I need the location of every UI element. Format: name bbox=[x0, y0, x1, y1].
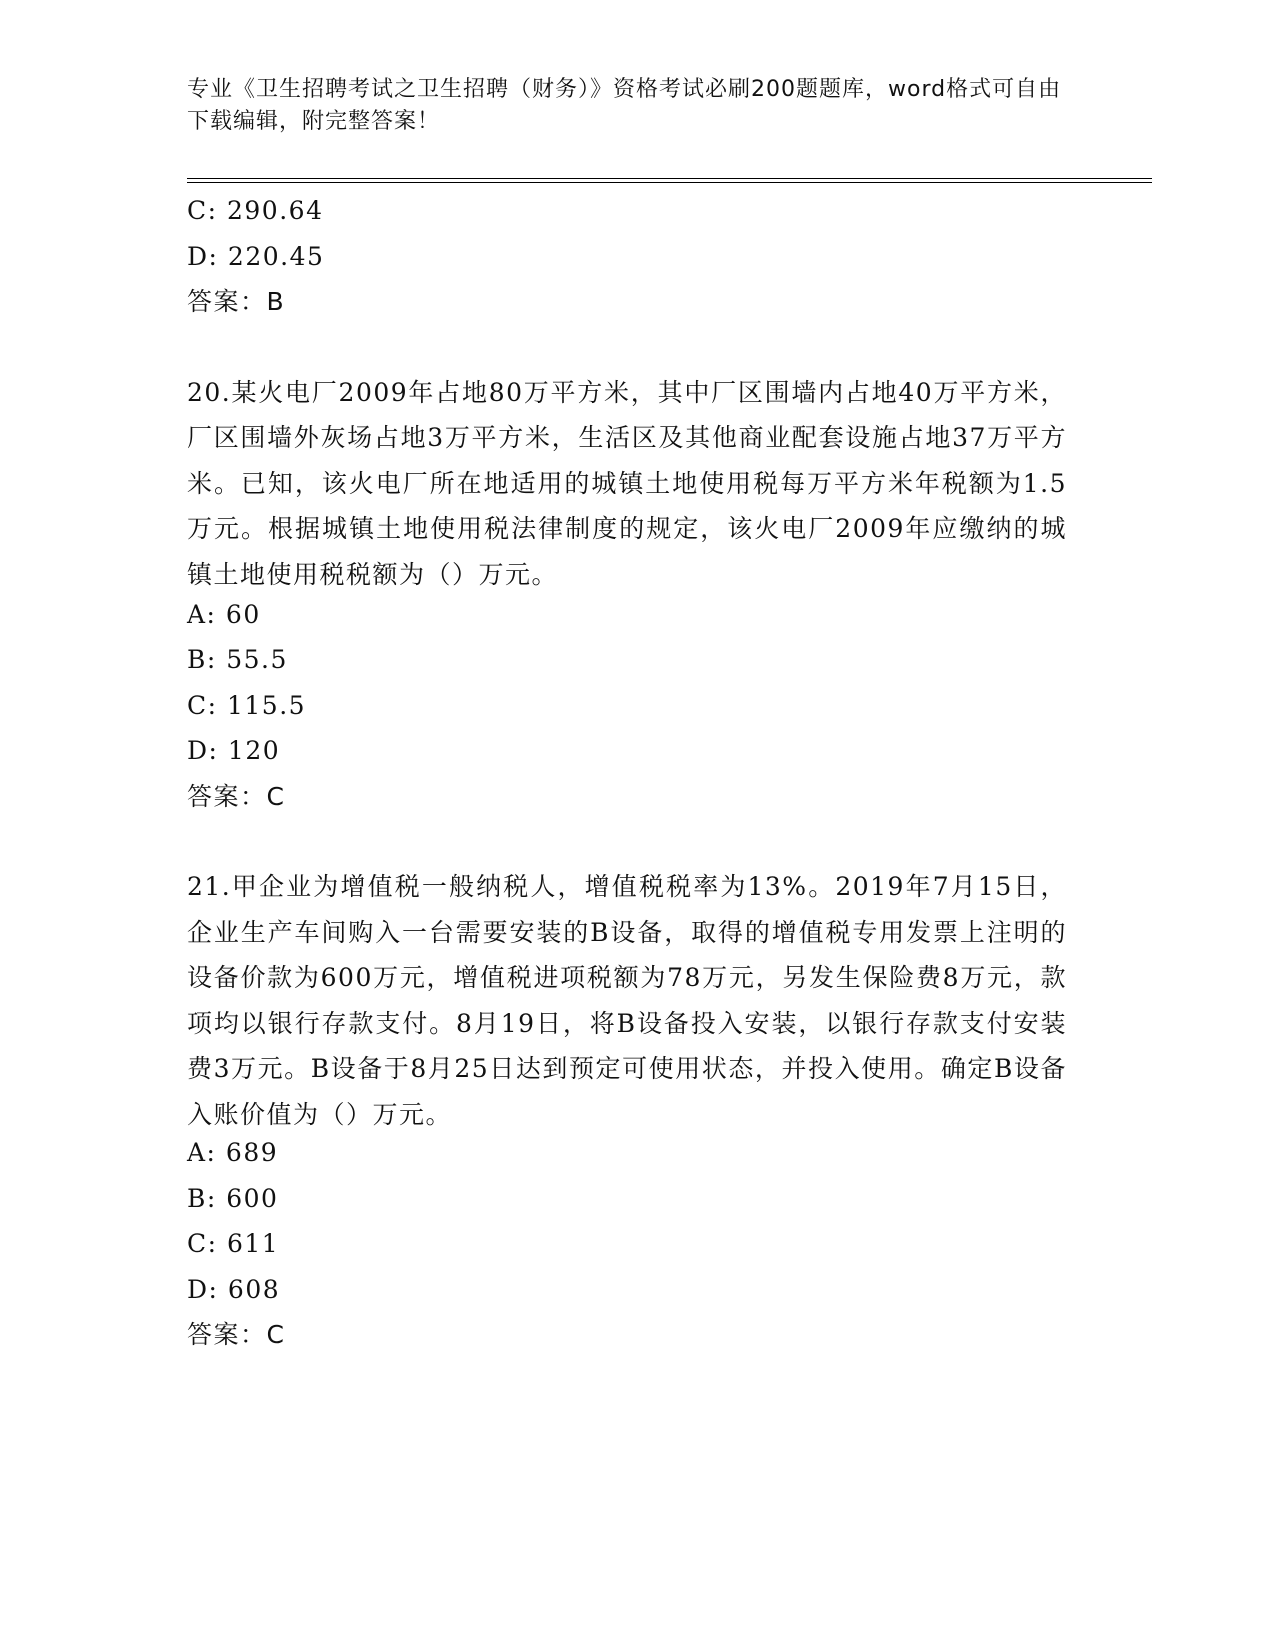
document-body bbox=[187, 188, 1067, 1358]
option-a: A: 689 bbox=[187, 1138, 279, 1167]
option-a: A: 60 bbox=[187, 599, 261, 629]
option-d: D: 608 bbox=[187, 1274, 281, 1304]
option-c: C: 290.64 bbox=[187, 196, 324, 225]
question-text: 21.甲企业为增值税一般纳税人，增值税税率为13%。2019年7月15日，企业生产车间购入一台需要安装的B设备，取得的增值税专用发票上注明的设备价款为600万元，增值税进项税额为78万元，另发生保险费8万元，款项均以银行存款支付。8月19日，将B设备投入安装，以银行存款支付安装费3万元。B设备于8月25日达到预定可使用状态，并投入使用。确定B设备入账价值为（）万元。 bbox=[187, 872, 1067, 1129]
option-b: B: 600 bbox=[187, 1183, 279, 1213]
question-21 bbox=[187, 864, 1067, 1358]
previous-question-tail bbox=[187, 188, 1067, 325]
header-divider bbox=[187, 178, 1152, 183]
option-b: B: 55.5 bbox=[187, 645, 288, 674]
document-title: 专业《卫生招聘考试之卫生招聘（财务）》资格考试必刷200题题库，word格式可自由下载编辑，附完整答案！ bbox=[187, 77, 1062, 134]
page-header bbox=[187, 74, 1067, 138]
option-d: D: 220.45 bbox=[187, 241, 325, 271]
question-text: 20.某火电厂2009年占地80万平方米，其中厂区围墙内占地40万平方米，厂区围墙外灰场占地3万平方米，生活区及其他商业配套设施占地37万平方米。已知，该火电厂所在地适用的城镇土地使用税每万平方米年税额为1.5万元。根据城镇土地使用税法律制度的规定，该火电厂2009年应缴纳的城镇土地使用税税额为（）万元。 bbox=[187, 377, 1067, 589]
answer-line: 答案：B bbox=[187, 287, 286, 316]
answer-line: 答案：C bbox=[187, 781, 286, 811]
answer-line: 答案：C bbox=[187, 1320, 286, 1349]
question-20 bbox=[187, 370, 1067, 820]
option-c: C: 611 bbox=[187, 1229, 280, 1258]
option-d: D: 120 bbox=[187, 736, 281, 765]
option-c: C: 115.5 bbox=[187, 690, 307, 720]
